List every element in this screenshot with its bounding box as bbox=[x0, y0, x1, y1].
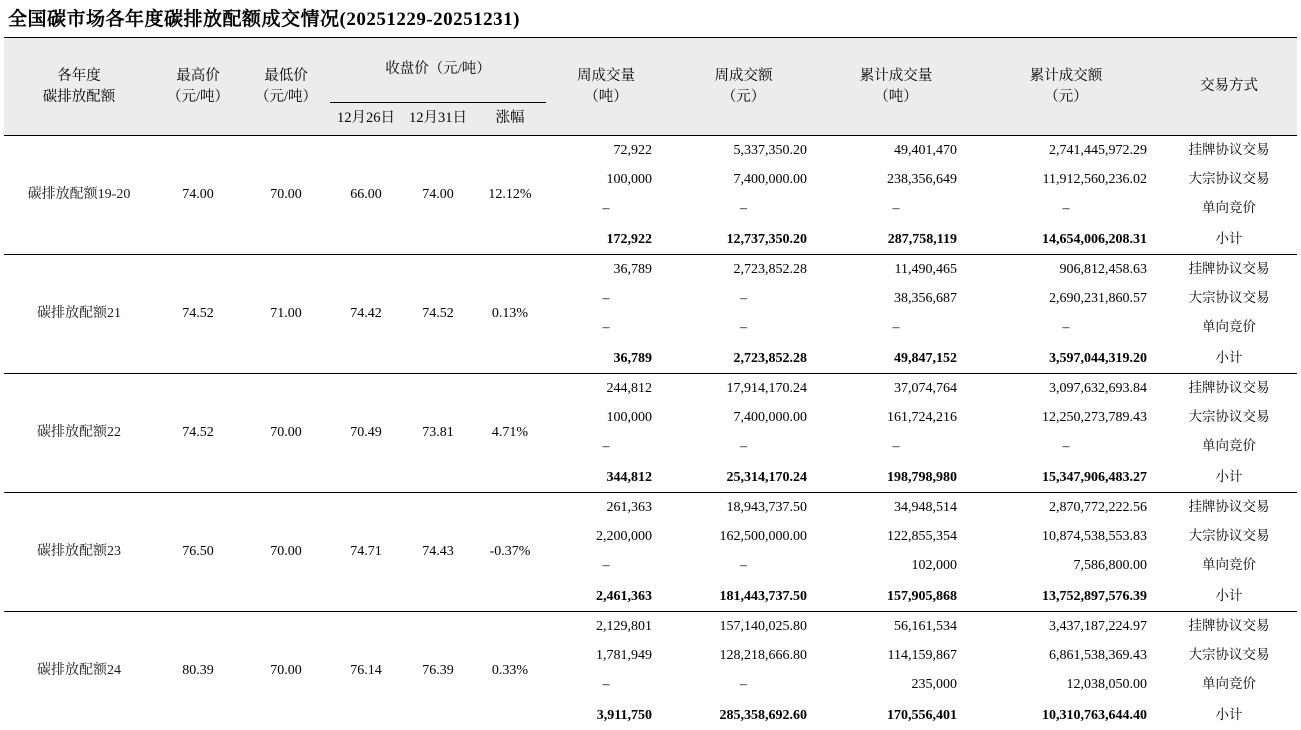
row-low-price: 70.00 bbox=[242, 136, 330, 255]
cell-cumulative-amount: 10,310,763,644.40 bbox=[971, 699, 1161, 730]
row-low-price: 70.00 bbox=[242, 612, 330, 730]
cell-week-amount: 157,140,025.80 bbox=[666, 612, 821, 642]
cell-week-amount: 25,314,170.24 bbox=[666, 461, 821, 493]
cell-week-amount: 17,914,170.24 bbox=[666, 374, 821, 404]
cell-cumulative-volume: 287,758,119 bbox=[821, 223, 971, 255]
cell-cumulative-volume: 238,356,649 bbox=[821, 165, 971, 194]
cell-trade-mode: 大宗协议交易 bbox=[1161, 403, 1297, 432]
cell-week-amount: 285,358,692.60 bbox=[666, 699, 821, 730]
cell-cumulative-amount: 14,654,006,208.31 bbox=[971, 223, 1161, 255]
header-cumulative-volume bbox=[821, 38, 971, 136]
row-allowance-name: 碳排放配额21 bbox=[4, 255, 154, 374]
cell-cumulative-volume: 34,948,514 bbox=[821, 493, 971, 523]
row-high-price: 74.00 bbox=[154, 136, 242, 255]
table-row bbox=[4, 374, 1297, 404]
cell-week-amount: – bbox=[666, 284, 821, 313]
table-body bbox=[4, 136, 1297, 730]
cell-week-amount: – bbox=[666, 670, 821, 699]
cell-week-volume: – bbox=[546, 284, 666, 313]
cell-trade-mode: 挂牌协议交易 bbox=[1161, 255, 1297, 285]
row-low-price: 71.00 bbox=[242, 255, 330, 374]
cell-cumulative-amount: – bbox=[971, 432, 1161, 461]
cell-week-amount: 162,500,000.00 bbox=[666, 522, 821, 551]
table-row bbox=[4, 493, 1297, 523]
cell-week-amount: 7,400,000.00 bbox=[666, 403, 821, 432]
cell-cumulative-amount: – bbox=[971, 194, 1161, 223]
row-change: 0.33% bbox=[474, 612, 546, 730]
cell-week-volume: 261,363 bbox=[546, 493, 666, 523]
page-title: 全国碳市场各年度碳排放配额成交情况(20251229-20251231) bbox=[4, 0, 1297, 37]
row-low-price: 70.00 bbox=[242, 493, 330, 612]
header-high-price-line2: （元/吨） bbox=[156, 87, 240, 107]
cell-trade-mode: 小计 bbox=[1161, 223, 1297, 255]
header-low-price-line1: 最低价 bbox=[244, 66, 328, 86]
cell-trade-mode: 单向竞价 bbox=[1161, 551, 1297, 580]
cell-cumulative-volume: 11,490,465 bbox=[821, 255, 971, 285]
cell-cumulative-volume: 102,000 bbox=[821, 551, 971, 580]
row-close-price-2: 74.43 bbox=[402, 493, 474, 612]
cell-week-volume: 100,000 bbox=[546, 165, 666, 194]
cell-cumulative-amount: 2,870,772,222.56 bbox=[971, 493, 1161, 523]
cell-cumulative-volume: 235,000 bbox=[821, 670, 971, 699]
header-low-price bbox=[242, 38, 330, 136]
cell-week-volume: 36,789 bbox=[546, 342, 666, 374]
header-week-volume-line2: （吨） bbox=[548, 87, 664, 107]
cell-week-amount: 18,943,737.50 bbox=[666, 493, 821, 523]
cell-week-volume: 2,200,000 bbox=[546, 522, 666, 551]
row-high-price: 76.50 bbox=[154, 493, 242, 612]
cell-cumulative-amount: – bbox=[971, 313, 1161, 342]
cell-week-volume: 1,781,949 bbox=[546, 641, 666, 670]
row-change: 0.13% bbox=[474, 255, 546, 374]
cell-cumulative-amount: 7,586,800.00 bbox=[971, 551, 1161, 580]
cell-trade-mode: 单向竞价 bbox=[1161, 313, 1297, 342]
cell-cumulative-amount: 13,752,897,576.39 bbox=[971, 580, 1161, 612]
cell-week-amount: 5,337,350.20 bbox=[666, 136, 821, 166]
row-close-price-1: 74.42 bbox=[330, 255, 402, 374]
cell-cumulative-volume: 56,161,534 bbox=[821, 612, 971, 642]
cell-cumulative-amount: 11,912,560,236.02 bbox=[971, 165, 1161, 194]
header-cumulative-amount bbox=[971, 38, 1161, 136]
cell-week-amount: – bbox=[666, 194, 821, 223]
row-allowance-name: 碳排放配额23 bbox=[4, 493, 154, 612]
row-low-price: 70.00 bbox=[242, 374, 330, 493]
cell-cumulative-amount: 906,812,458.63 bbox=[971, 255, 1161, 285]
cell-cumulative-amount: 12,250,273,789.43 bbox=[971, 403, 1161, 432]
cell-cumulative-amount: 10,874,538,553.83 bbox=[971, 522, 1161, 551]
cell-week-volume: 172,922 bbox=[546, 223, 666, 255]
cell-cumulative-volume: 49,847,152 bbox=[821, 342, 971, 374]
cell-week-amount: 7,400,000.00 bbox=[666, 165, 821, 194]
cell-cumulative-volume: 198,798,980 bbox=[821, 461, 971, 493]
header-close-date-2: 12月31日 bbox=[402, 103, 474, 136]
header-cumulative-volume-line1: 累计成交量 bbox=[823, 66, 969, 86]
cell-trade-mode: 挂牌协议交易 bbox=[1161, 493, 1297, 523]
cell-cumulative-volume: 170,556,401 bbox=[821, 699, 971, 730]
cell-week-volume: 36,789 bbox=[546, 255, 666, 285]
cell-trade-mode: 小计 bbox=[1161, 342, 1297, 374]
row-change: 4.71% bbox=[474, 374, 546, 493]
cell-week-volume: 2,129,801 bbox=[546, 612, 666, 642]
cell-trade-mode: 挂牌协议交易 bbox=[1161, 136, 1297, 166]
cell-cumulative-amount: 12,038,050.00 bbox=[971, 670, 1161, 699]
header-cumulative-volume-line2: （吨） bbox=[823, 87, 969, 107]
cell-week-amount: 12,737,350.20 bbox=[666, 223, 821, 255]
row-close-price-1: 70.49 bbox=[330, 374, 402, 493]
cell-cumulative-amount: 3,437,187,224.97 bbox=[971, 612, 1161, 642]
row-high-price: 74.52 bbox=[154, 374, 242, 493]
cell-cumulative-volume: 38,356,687 bbox=[821, 284, 971, 313]
row-high-price: 74.52 bbox=[154, 255, 242, 374]
cell-trade-mode: 小计 bbox=[1161, 580, 1297, 612]
cell-cumulative-volume: 114,159,867 bbox=[821, 641, 971, 670]
cell-week-volume: 344,812 bbox=[546, 461, 666, 493]
cell-week-amount: 2,723,852.28 bbox=[666, 255, 821, 285]
header-high-price bbox=[154, 38, 242, 136]
header-allowance-line1: 各年度 bbox=[6, 66, 152, 86]
table-header bbox=[4, 38, 1297, 136]
cell-cumulative-amount: 6,861,538,369.43 bbox=[971, 641, 1161, 670]
row-allowance-name: 碳排放配额22 bbox=[4, 374, 154, 493]
header-week-volume bbox=[546, 38, 666, 136]
row-change: -0.37% bbox=[474, 493, 546, 612]
header-close-date-1: 12月26日 bbox=[330, 103, 402, 136]
cell-cumulative-volume: – bbox=[821, 313, 971, 342]
cell-week-amount: – bbox=[666, 313, 821, 342]
cell-week-volume: – bbox=[546, 194, 666, 223]
cell-cumulative-volume: 161,724,216 bbox=[821, 403, 971, 432]
cell-trade-mode: 小计 bbox=[1161, 461, 1297, 493]
cell-week-amount: – bbox=[666, 551, 821, 580]
header-week-volume-line1: 周成交量 bbox=[548, 66, 664, 86]
cell-week-amount: 128,218,666.80 bbox=[666, 641, 821, 670]
cell-cumulative-amount: 3,097,632,693.84 bbox=[971, 374, 1161, 404]
cell-cumulative-amount: 15,347,906,483.27 bbox=[971, 461, 1161, 493]
header-week-amount bbox=[666, 38, 821, 136]
cell-week-volume: – bbox=[546, 670, 666, 699]
cell-week-volume: 3,911,750 bbox=[546, 699, 666, 730]
row-close-price-1: 66.00 bbox=[330, 136, 402, 255]
cell-cumulative-volume: – bbox=[821, 432, 971, 461]
cell-week-volume: – bbox=[546, 551, 666, 580]
cell-trade-mode: 挂牌协议交易 bbox=[1161, 374, 1297, 404]
cell-cumulative-amount: 3,597,044,319.20 bbox=[971, 342, 1161, 374]
header-cumulative-amount-line2: （元） bbox=[973, 87, 1159, 107]
table-row bbox=[4, 612, 1297, 642]
header-low-price-line2: （元/吨） bbox=[244, 87, 328, 107]
cell-trade-mode: 单向竞价 bbox=[1161, 432, 1297, 461]
cell-trade-mode: 大宗协议交易 bbox=[1161, 165, 1297, 194]
cell-cumulative-volume: – bbox=[821, 194, 971, 223]
cell-cumulative-amount: 2,741,445,972.29 bbox=[971, 136, 1161, 166]
cell-week-volume: 100,000 bbox=[546, 403, 666, 432]
cell-trade-mode: 小计 bbox=[1161, 699, 1297, 730]
row-close-price-2: 76.39 bbox=[402, 612, 474, 730]
cell-week-volume: – bbox=[546, 432, 666, 461]
cell-cumulative-volume: 37,074,764 bbox=[821, 374, 971, 404]
row-close-price-1: 76.14 bbox=[330, 612, 402, 730]
cell-trade-mode: 大宗协议交易 bbox=[1161, 284, 1297, 313]
row-close-price-2: 73.81 bbox=[402, 374, 474, 493]
row-close-price-2: 74.52 bbox=[402, 255, 474, 374]
cell-cumulative-amount: 2,690,231,860.57 bbox=[971, 284, 1161, 313]
cell-week-volume: 244,812 bbox=[546, 374, 666, 404]
cell-week-volume: – bbox=[546, 313, 666, 342]
row-allowance-name: 碳排放配额19-20 bbox=[4, 136, 154, 255]
cell-trade-mode: 单向竞价 bbox=[1161, 194, 1297, 223]
header-change: 涨幅 bbox=[474, 103, 546, 136]
header-cumulative-amount-line1: 累计成交额 bbox=[973, 66, 1159, 86]
carbon-market-table bbox=[4, 37, 1297, 730]
cell-trade-mode: 大宗协议交易 bbox=[1161, 522, 1297, 551]
cell-week-amount: 181,443,737.50 bbox=[666, 580, 821, 612]
header-trade-mode: 交易方式 bbox=[1161, 38, 1297, 136]
cell-trade-mode: 挂牌协议交易 bbox=[1161, 612, 1297, 642]
cell-cumulative-volume: 49,401,470 bbox=[821, 136, 971, 166]
cell-trade-mode: 单向竞价 bbox=[1161, 670, 1297, 699]
cell-cumulative-volume: 122,855,354 bbox=[821, 522, 971, 551]
row-change: 12.12% bbox=[474, 136, 546, 255]
header-allowance-line2: 碳排放配额 bbox=[6, 87, 152, 107]
row-close-price-2: 74.00 bbox=[402, 136, 474, 255]
header-week-amount-line2: （元） bbox=[668, 87, 819, 107]
row-high-price: 80.39 bbox=[154, 612, 242, 730]
table-row bbox=[4, 136, 1297, 166]
row-close-price-1: 74.71 bbox=[330, 493, 402, 612]
table-row bbox=[4, 255, 1297, 285]
header-close-price-group: 收盘价（元/吨） bbox=[330, 38, 546, 103]
header-high-price-line1: 最高价 bbox=[156, 66, 240, 86]
row-allowance-name: 碳排放配额24 bbox=[4, 612, 154, 730]
cell-cumulative-volume: 157,905,868 bbox=[821, 580, 971, 612]
cell-week-volume: 2,461,363 bbox=[546, 580, 666, 612]
cell-week-amount: 2,723,852.28 bbox=[666, 342, 821, 374]
header-allowance bbox=[4, 38, 154, 136]
header-week-amount-line1: 周成交额 bbox=[668, 66, 819, 86]
cell-week-amount: – bbox=[666, 432, 821, 461]
cell-week-volume: 72,922 bbox=[546, 136, 666, 166]
cell-trade-mode: 大宗协议交易 bbox=[1161, 641, 1297, 670]
